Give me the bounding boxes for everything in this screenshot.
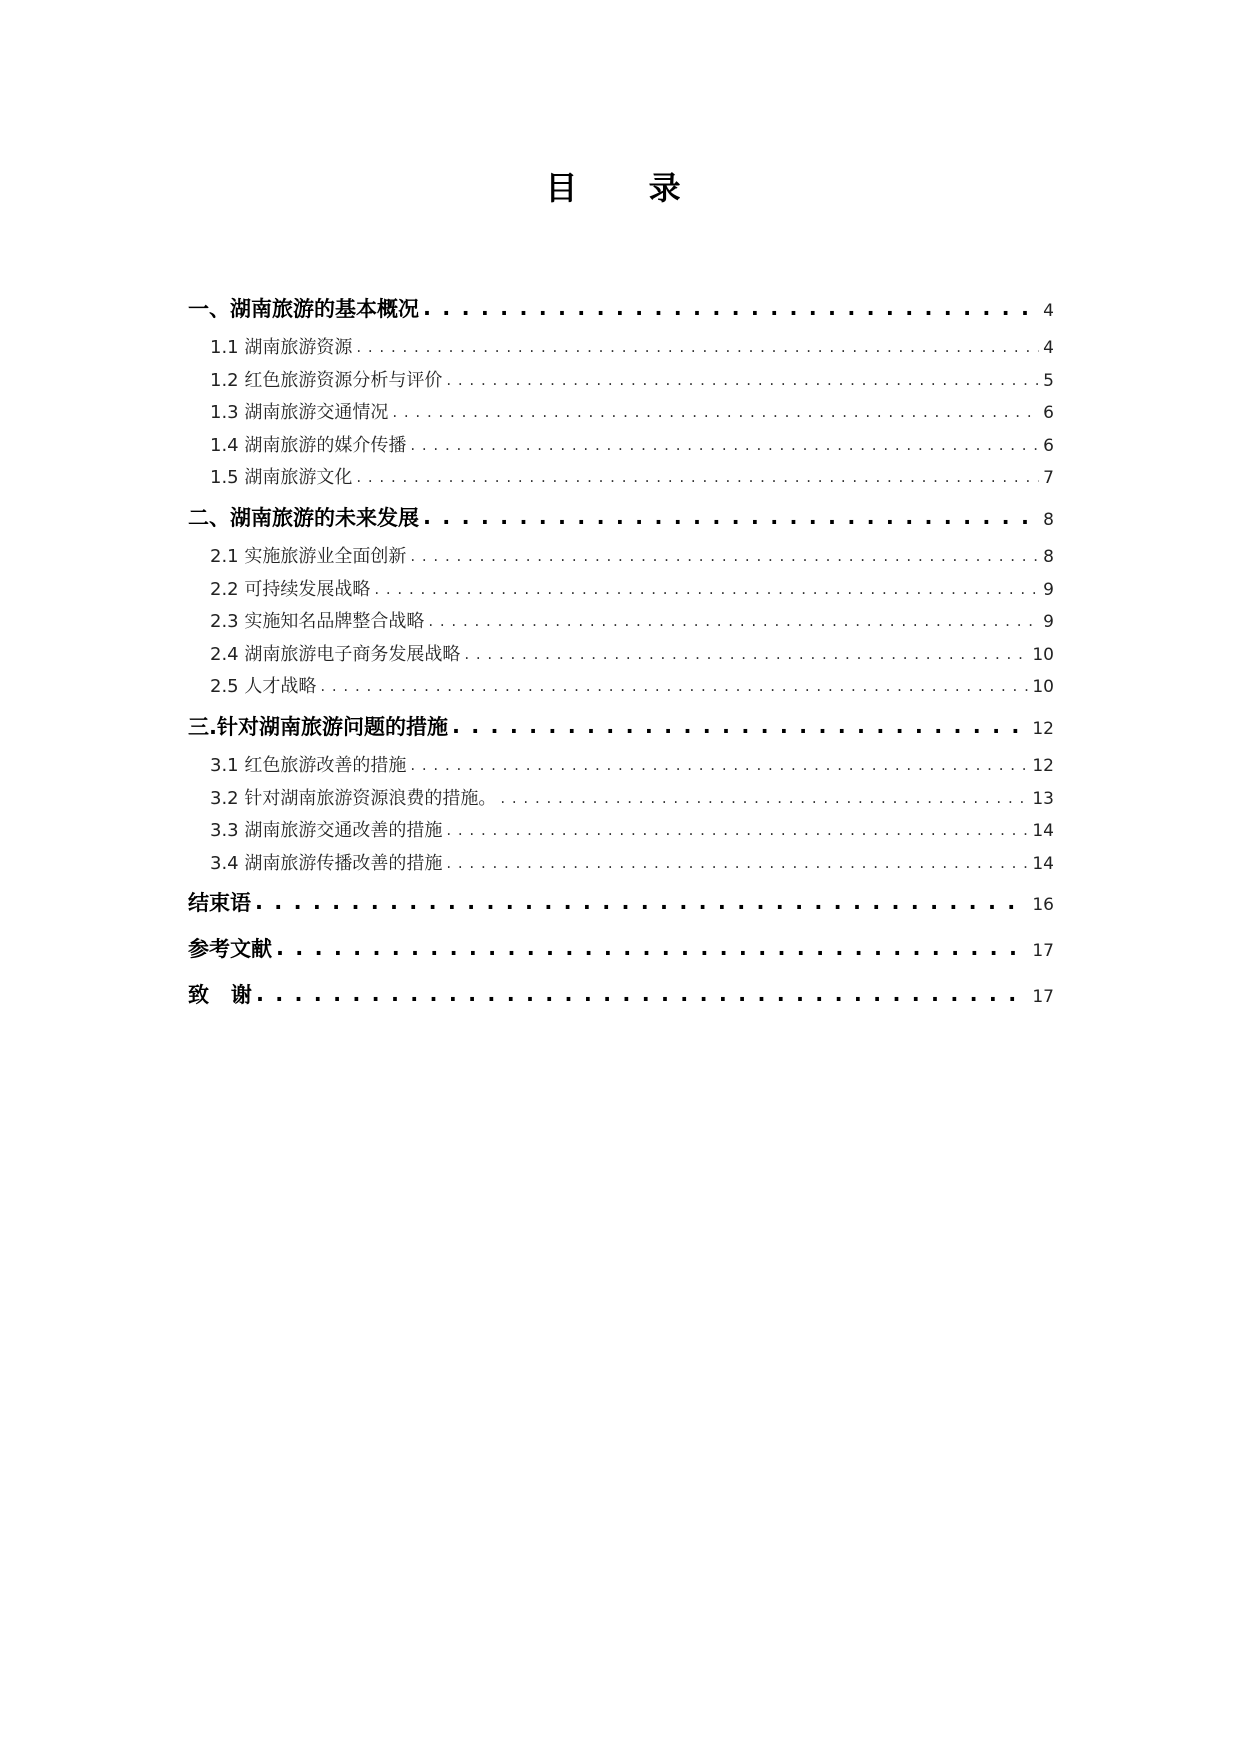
toc-item-label: 3.2 针对湖南旅游资源浪费的措施。	[210, 787, 497, 809]
toc-section-label: 致 谢	[188, 983, 252, 1008]
toc-item-label: 2.5 人才战略	[210, 676, 317, 698]
dot-leader	[256, 971, 1028, 1017]
dot-leader	[392, 396, 1039, 429]
toc-page-number: 17	[1032, 941, 1054, 962]
toc-page-number: 9	[1043, 579, 1054, 600]
toc-page-number: 12	[1032, 755, 1054, 776]
dot-leader	[410, 540, 1039, 573]
toc-page-number: 5	[1043, 370, 1054, 391]
toc-item[interactable]	[188, 783, 1054, 816]
table-of-contents	[188, 286, 1054, 1018]
toc-section[interactable]	[188, 495, 1054, 541]
toc-item-label: 1.5 湖南旅游文化	[210, 467, 353, 489]
toc-item[interactable]	[188, 332, 1054, 365]
toc-section[interactable]	[188, 286, 1054, 332]
dot-leader	[410, 749, 1028, 782]
toc-page-number: 17	[1032, 987, 1054, 1008]
dot-leader	[446, 364, 1039, 397]
dot-leader	[374, 573, 1039, 606]
toc-item-label: 1.4 湖南旅游的媒介传播	[210, 434, 407, 456]
toc-page-number: 4	[1043, 301, 1054, 321]
toc-section-label: 二、湖南旅游的未来发展	[188, 505, 419, 530]
toc-section-label: 结束语	[188, 891, 251, 916]
dot-leader	[320, 670, 1028, 703]
dot-leader	[356, 331, 1039, 364]
toc-section-label: 一、湖南旅游的基本概况	[188, 297, 419, 321]
toc-page-number: 10	[1032, 644, 1054, 665]
toc-item-label: 2.4 湖南旅游电子商务发展战略	[210, 643, 461, 665]
toc-section[interactable]	[188, 704, 1054, 750]
toc-page-number: 13	[1032, 788, 1054, 809]
dot-leader	[452, 703, 1028, 749]
dot-leader	[356, 461, 1039, 494]
dot-leader	[423, 285, 1039, 331]
toc-page-number: 7	[1043, 468, 1054, 489]
toc-page-number: 12	[1032, 718, 1054, 739]
toc-item-label: 3.3 湖南旅游交通改善的措施	[210, 820, 443, 842]
toc-section[interactable]	[188, 926, 1054, 972]
dot-leader	[276, 925, 1028, 971]
toc-item-label: 1.1 湖南旅游资源	[210, 337, 353, 358]
toc-item[interactable]	[188, 848, 1054, 881]
toc-section-label: 三.针对湖南旅游问题的措施	[188, 714, 448, 739]
toc-item-label: 2.3 实施知名品牌整合战略	[210, 611, 425, 633]
toc-item-label: 3.1 红色旅游改善的措施	[210, 754, 407, 776]
toc-page-number: 8	[1043, 546, 1054, 567]
toc-item[interactable]	[188, 541, 1054, 574]
toc-title: 目 录	[545, 169, 711, 207]
toc-item[interactable]	[188, 397, 1054, 430]
toc-page-number: 16	[1032, 895, 1054, 916]
toc-page-number: 8	[1043, 509, 1054, 530]
toc-item[interactable]	[188, 639, 1054, 672]
toc-page-number: 14	[1032, 821, 1054, 842]
dot-leader	[423, 494, 1039, 540]
dot-leader	[255, 879, 1028, 925]
toc-item[interactable]	[188, 815, 1054, 848]
toc-page-number: 6	[1043, 435, 1054, 456]
dot-leader	[428, 605, 1039, 638]
dot-leader	[446, 847, 1028, 880]
toc-item[interactable]	[188, 750, 1054, 783]
toc-page-number: 10	[1032, 677, 1054, 698]
toc-item[interactable]	[188, 671, 1054, 704]
toc-item-label: 2.1 实施旅游业全面创新	[210, 545, 407, 567]
toc-page-number: 6	[1043, 403, 1054, 424]
toc-item-label: 1.2 红色旅游资源分析与评价	[210, 369, 443, 391]
toc-page-number: 9	[1043, 612, 1054, 633]
toc-item[interactable]	[188, 365, 1054, 398]
toc-page-number: 4	[1043, 338, 1054, 358]
toc-item-label: 2.2 可持续发展战略	[210, 578, 371, 600]
toc-item[interactable]	[188, 430, 1054, 463]
toc-item-label: 3.4 湖南旅游传播改善的措施	[210, 852, 443, 874]
toc-page-number: 14	[1032, 853, 1054, 874]
dot-leader	[446, 814, 1028, 847]
dot-leader	[464, 638, 1028, 671]
dot-leader	[410, 429, 1039, 462]
toc-item[interactable]	[188, 574, 1054, 607]
toc-section[interactable]	[188, 972, 1054, 1018]
toc-section-label: 参考文献	[188, 937, 272, 962]
dot-leader	[500, 782, 1028, 815]
toc-section[interactable]	[188, 880, 1054, 926]
toc-item-label: 1.3 湖南旅游交通情况	[210, 402, 389, 424]
toc-item[interactable]	[188, 606, 1054, 639]
toc-item[interactable]	[188, 462, 1054, 495]
